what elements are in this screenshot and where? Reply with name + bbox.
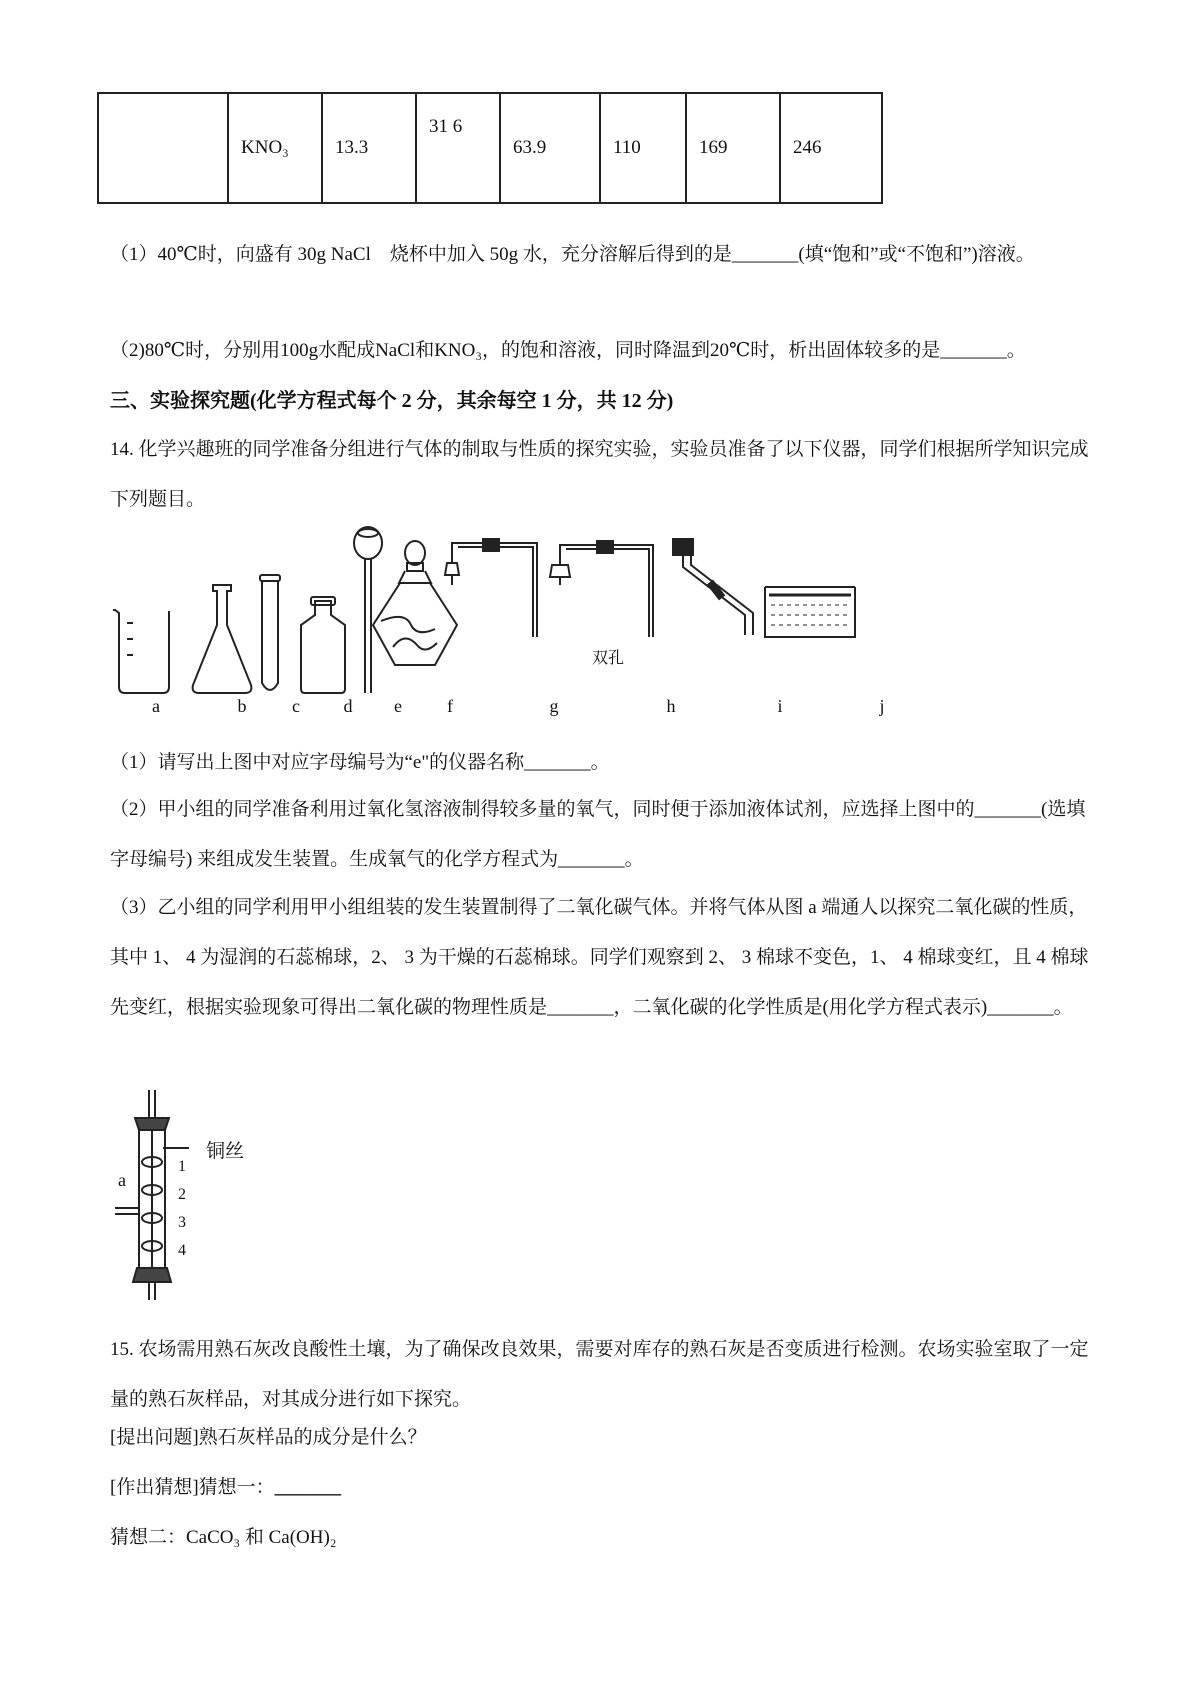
ball-label-4: 4 <box>178 1242 186 1259</box>
table-cell: 110 <box>600 93 686 203</box>
apparatus-label: a <box>152 696 160 716</box>
table-cell: 246 <box>780 93 882 203</box>
apparatus-label: f <box>447 696 453 716</box>
q15-guess2: 猜想二：CaCO₃ 和 Ca(OH)₂ <box>110 1527 337 1548</box>
solubility-table <box>97 92 883 204</box>
delivery-tube-g <box>445 539 537 637</box>
funnel-e <box>354 527 382 693</box>
apparatus-label: d <box>343 696 353 716</box>
q15-stem: 15. 农场需用熟石灰改良酸性土壤，为了确保改良效果，需要对库存的熟石灰是否变质进行检测。农场实验室取了一定量的熟石灰样品，对其成分进行如下探究。 <box>110 1339 1089 1410</box>
table-cell <box>98 93 228 203</box>
q13-part1: （1）40℃时，向盛有 30g NaCl 烧杯中加入 50g 水，充分溶解后得到的是_______(填“饱和”或“不饱和”)溶液。 <box>110 244 1035 265</box>
copper-wire-label: 铜丝 <box>206 1140 245 1162</box>
apparatus-label: i <box>777 696 783 716</box>
test-tube-c <box>260 575 280 690</box>
beaker-a <box>113 610 169 693</box>
trough-j <box>765 587 855 637</box>
apparatus-figure <box>105 525 965 725</box>
conical-flask-b <box>193 585 252 693</box>
q14-stem: 14. 化学兴趣班的同学准备分组进行气体的制取与性质的探究实验，实验员准备了以下仪器，同学们根据所学知识完成下列题目。 <box>110 439 1089 510</box>
inlet-a-label: a <box>118 1170 126 1190</box>
ball-label-3: 3 <box>178 1214 186 1231</box>
table-cell: 13.3 <box>322 93 416 203</box>
spirit-lamp-f <box>373 541 457 665</box>
guess1-prefix: [作出猜想]猜想一： <box>110 1477 275 1498</box>
co2-tube-figure <box>115 1090 275 1300</box>
table-cell: 169 <box>686 93 780 203</box>
table-cell: 63.9 <box>500 93 600 203</box>
apparatus-label: b <box>237 696 247 716</box>
ball-label-1: 1 <box>178 1158 186 1175</box>
l-tube-i <box>673 539 753 635</box>
apparatus-label: e <box>394 696 402 716</box>
guess1-blank: _______ <box>274 1477 342 1498</box>
double-hole-label: 双孔 <box>592 648 625 667</box>
bottle-d <box>301 597 345 693</box>
ball-label-2: 2 <box>178 1186 186 1203</box>
q15-guess1 <box>110 1472 341 1499</box>
apparatus-label: j <box>879 696 885 716</box>
table-cell: KNO₃ <box>228 93 322 203</box>
q14-part2: （2）甲小组的同学准备利用过氧化氢溶液制得较多量的氧气，同时便于添加液体试剂，应选择上图中的_______(选填字母编号) 来组成发生装置。生成氧气的化学方程式为_______。 <box>110 799 1086 870</box>
apparatus-label: h <box>666 696 676 716</box>
apparatus-labels <box>0 696 1200 720</box>
q14-part3: （3）乙小组的同学利用甲小组组装的发生装置制得了二氧化碳气体。并将气体从图 a 端通人以探究二氧化碳的性质，其中 1、 4 为湿润的石蕊棉球，2、 3 为干燥的石蕊棉球。同学们观察到 2、 3 棉球不变色，1、 4 棉球变红，且 4 棉球先变红，根据实验现象可得出二氧化碳的物理性质是_______，二氧化碳的化学性质是(用化学方程式表示)_______。 <box>110 897 1089 1018</box>
q15-question: [提出问题]熟石灰样品的成分是什么？ <box>110 1427 427 1448</box>
delivery-tube-h <box>550 541 653 637</box>
table-row <box>98 93 882 203</box>
q13-part2: （2)80℃时，分别用100g水配成NaCl和KNO₃，的饱和溶液，同时降温到20℃时，析出固体较多的是_______。 <box>110 340 1026 361</box>
q14-part1: （1）请写出上图中对应字母编号为“e"的仪器名称_______。 <box>110 752 610 773</box>
apparatus-label: c <box>292 696 300 716</box>
section3-heading: 三、实验探究题(化学方程式每个 2 分，其余每空 1 分，共 12 分) <box>110 390 674 412</box>
table-cell: 31 6 <box>416 93 500 203</box>
apparatus-label: g <box>549 696 559 716</box>
